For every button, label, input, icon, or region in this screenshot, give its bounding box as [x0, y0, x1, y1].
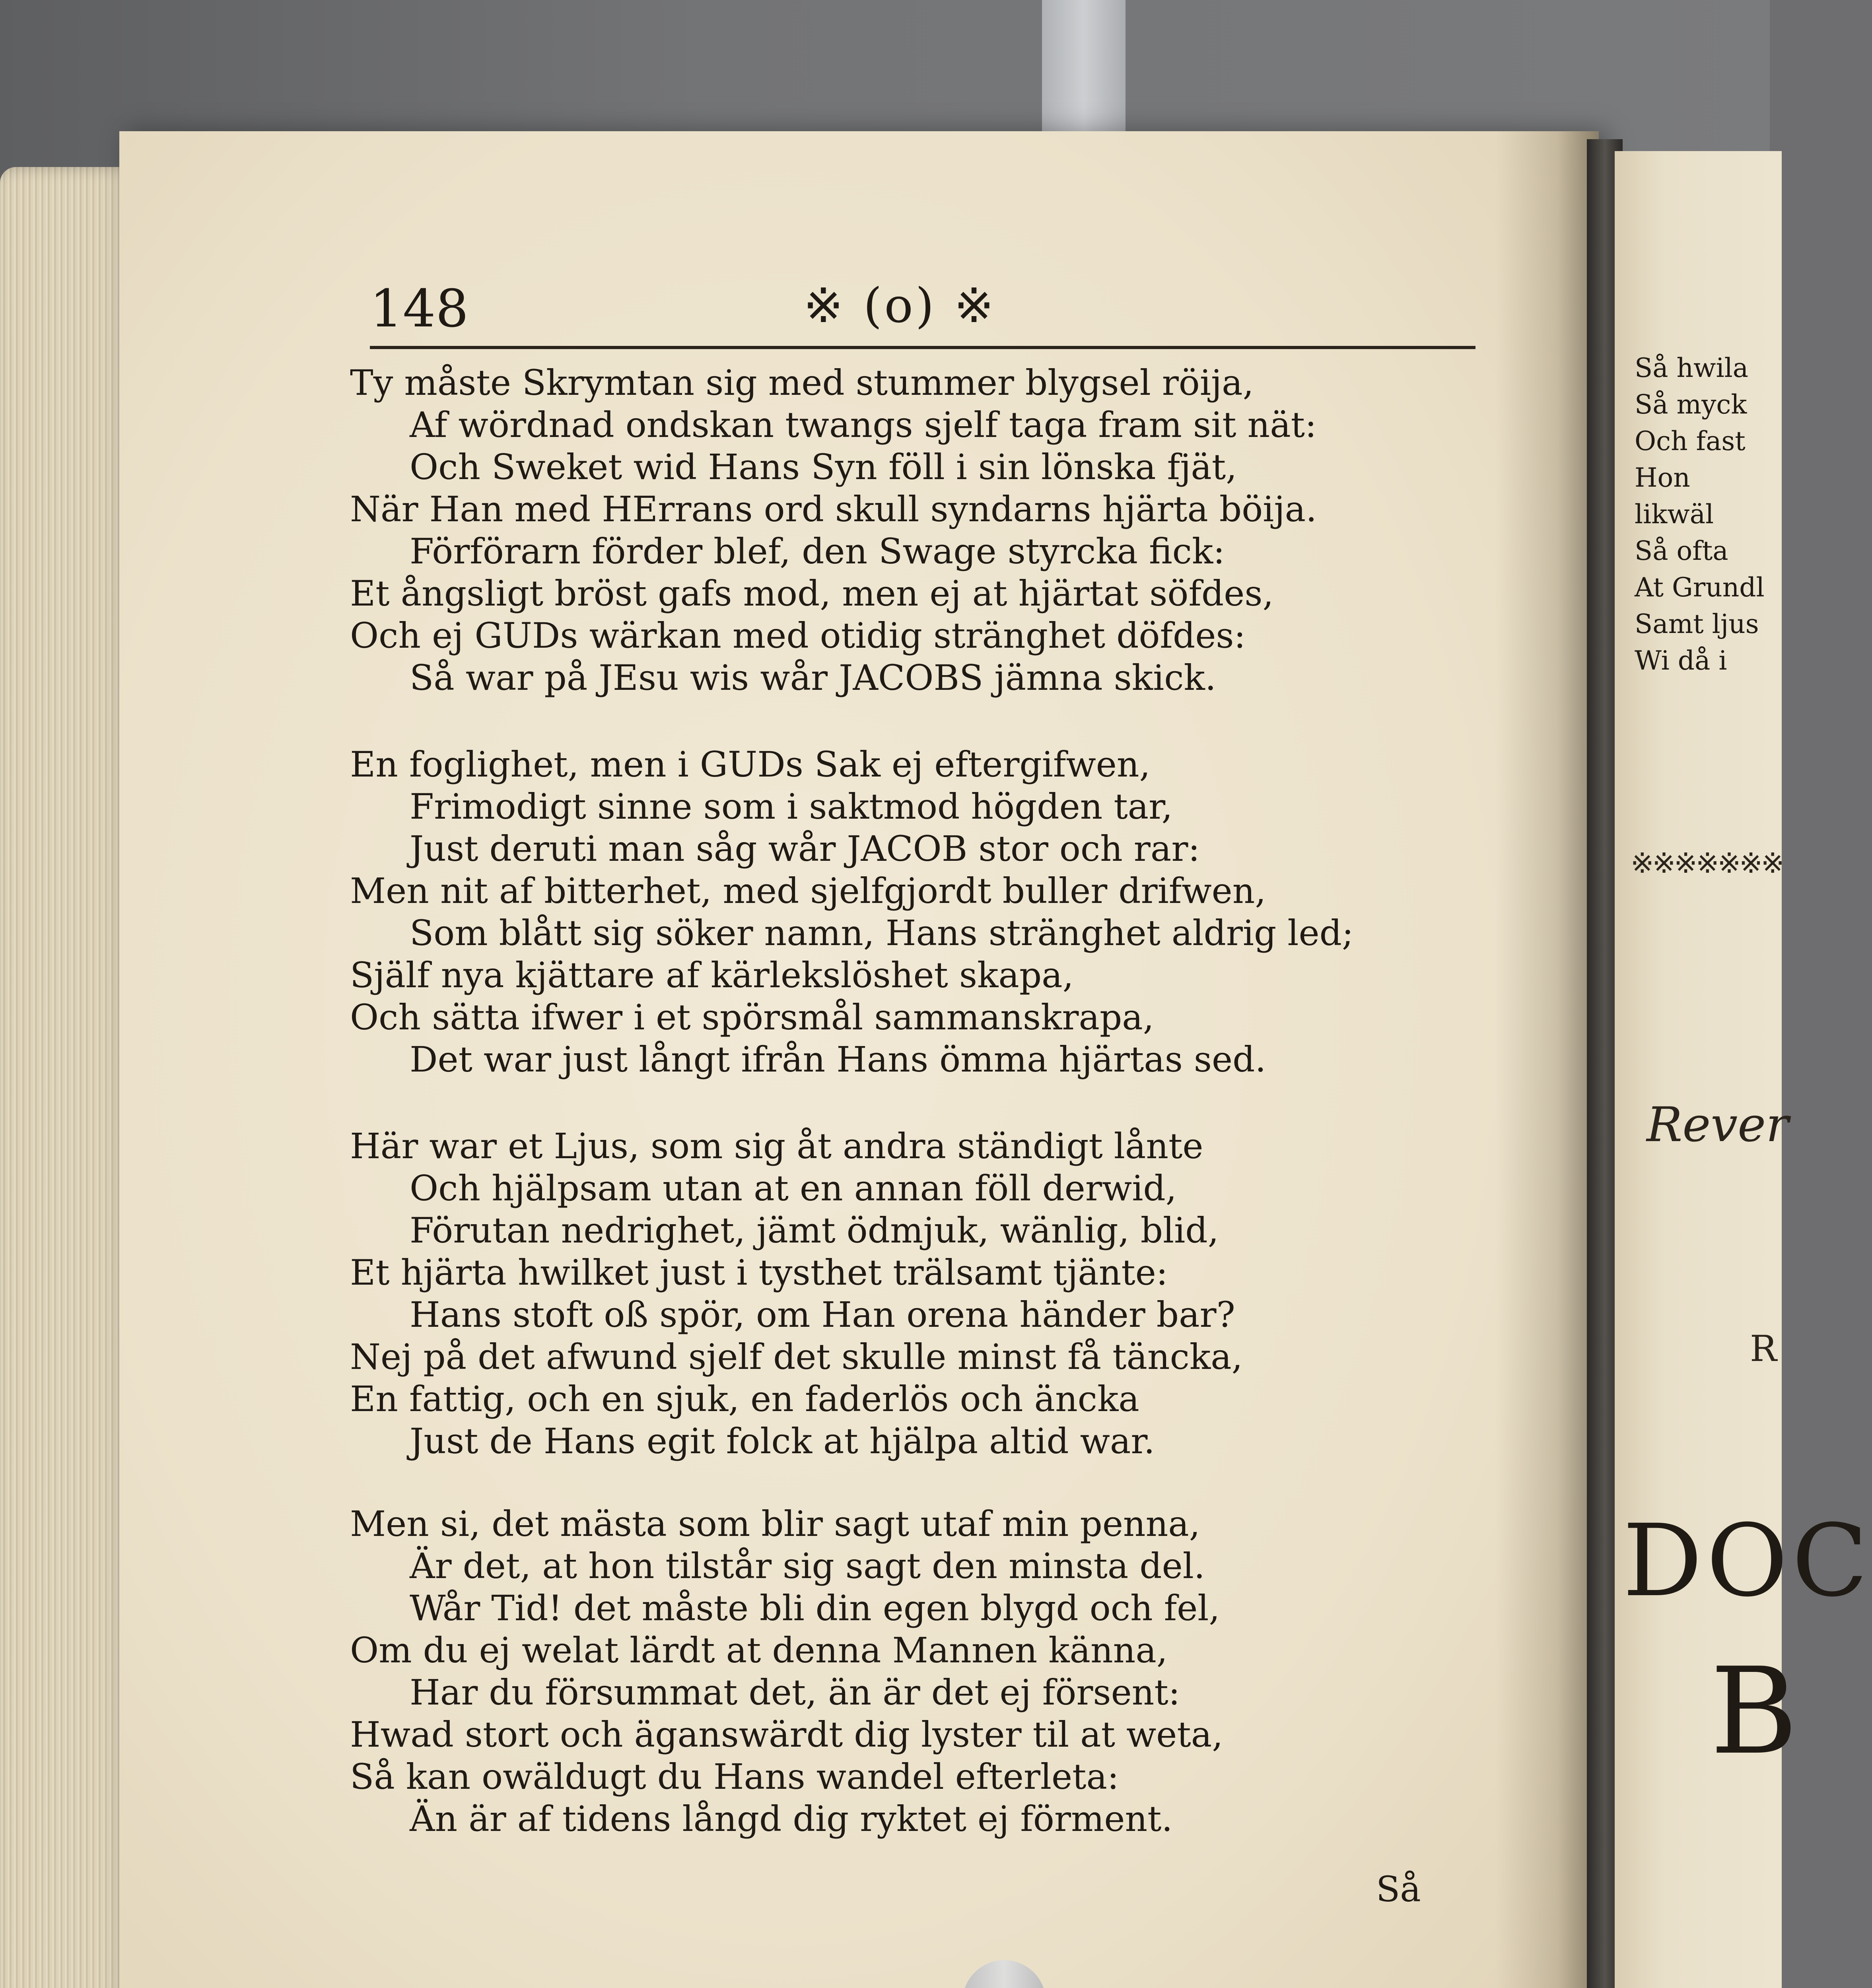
facing-line: Wi då i: [1635, 645, 1727, 676]
verse-line: Men si, det mästa som blir sagt utaf min penna,: [350, 1503, 1200, 1544]
verse-line: Af wördnad ondskan twangs sjelf taga fram sit nät:: [410, 404, 1317, 445]
verse-line: Det war just långt ifrån Hans ömma hjärtas sed.: [410, 1039, 1266, 1080]
verse-line: Själf nya kjättare af kärlekslöshet skapa,: [350, 955, 1074, 996]
verse-line: Frimodigt sinne som i saktmod högden tar,: [410, 786, 1173, 827]
header-ornament: ※ (o) ※: [803, 278, 997, 334]
verse-line: Och Sweket wid Hans Syn föll i sin lönska fjät,: [410, 447, 1237, 487]
verse-line: Här war et Ljus, som sig åt andra ständigt lånte: [350, 1126, 1203, 1167]
verse-line: När Han med HErrans ord skull syndarns hjärta böija.: [350, 489, 1317, 530]
verse-line: En fattig, och en sjuk, en faderlös och äncka: [350, 1378, 1139, 1419]
facing-line: Och fast: [1635, 426, 1746, 456]
catchword: Så: [1376, 1869, 1421, 1910]
verse-line: Just deruti man såg wår JACOB stor och rar:: [410, 828, 1200, 869]
facing-ornament-band: ※※※※※※※: [1631, 847, 1783, 879]
facing-letter-r: R: [1750, 1328, 1777, 1370]
verse-line: Förutan nedrighet, jämt ödmjuk, wänlig, blid,: [410, 1210, 1219, 1251]
facing-line: Samt ljus: [1635, 609, 1759, 639]
verse-line: Så war på JEsu wis wår JACOBS jämna skick.: [410, 657, 1216, 698]
verse-line: Et ångsligt bröst gafs mod, men ej at hjärtat söfdes,: [350, 573, 1274, 614]
verse-line: Hans stoft oß spör, om Han orena händer bar?: [410, 1294, 1235, 1335]
facing-letter-b: B: [1710, 1642, 1798, 1781]
verse-line: Så kan owäldugt du Hans wandel efterleta:: [350, 1756, 1119, 1797]
verse-line: En foglighet, men i GUDs Sak ej eftergifwen,: [350, 744, 1151, 785]
stanza-4: [350, 1503, 1495, 1840]
facing-heading-rever: Rever: [1647, 1097, 1789, 1153]
verse-line: Men nit af bitterhet, med sjelfgjordt buller drifwen,: [350, 870, 1266, 911]
verse-line: Har du försummat det, än är det ej försent:: [410, 1672, 1180, 1713]
stanza-1: [350, 362, 1495, 699]
facing-heading-doc: DOC: [1623, 1503, 1872, 1619]
facing-line: At Grundl: [1635, 572, 1765, 603]
verse-line: Som blått sig söker namn, Hans stränghet aldrig led;: [410, 912, 1354, 953]
facing-line: Så hwila: [1635, 353, 1749, 383]
verse-line: Är det, at hon tilstår sig sagt den minsta del.: [410, 1545, 1205, 1586]
verse-line: Förförarn förder blef, den Swage styrcka fick:: [410, 531, 1225, 572]
verse-line: Och ej GUDs wärkan med otidig stränghet döfdes:: [350, 615, 1246, 656]
facing-line: Hon likwäl: [1635, 462, 1714, 530]
verse-line: Och sätta ifwer i et spörsmål sammanskrapa,: [350, 997, 1154, 1038]
facing-line: Så ofta: [1635, 536, 1728, 566]
stanza-2: [350, 744, 1495, 1081]
verse-line: Om du ej welat lärdt at denna Mannen känna,: [350, 1630, 1168, 1671]
page-number: 148: [370, 278, 469, 339]
verse-line: Et hjärta hwilket just i tysthet trälsamt tjänte:: [350, 1252, 1168, 1293]
header-rule: [370, 346, 1475, 349]
verse-line: Än är af tidens långd dig ryktet ej förment.: [410, 1798, 1173, 1839]
verse-line: Ty måste Skrymtan sig med stummer blygsel röija,: [350, 362, 1254, 403]
verse-line: Wår Tid! det måste bli din egen blygd och fel,: [410, 1588, 1220, 1629]
facing-page-verse: [1635, 350, 1770, 679]
stanza-3: [350, 1125, 1495, 1462]
verse-line: Och hjälpsam utan at en annan föll derwid,: [410, 1168, 1177, 1209]
verse-line: Nej på det afwund sjelf det skulle minst få täncka,: [350, 1336, 1243, 1377]
verse-line: Hwad stort och äganswärdt dig lyster til at weta,: [350, 1714, 1223, 1755]
facing-line: Så myck: [1635, 389, 1747, 420]
verse-line: Just de Hans egit folck at hjälpa altid war.: [410, 1421, 1155, 1462]
